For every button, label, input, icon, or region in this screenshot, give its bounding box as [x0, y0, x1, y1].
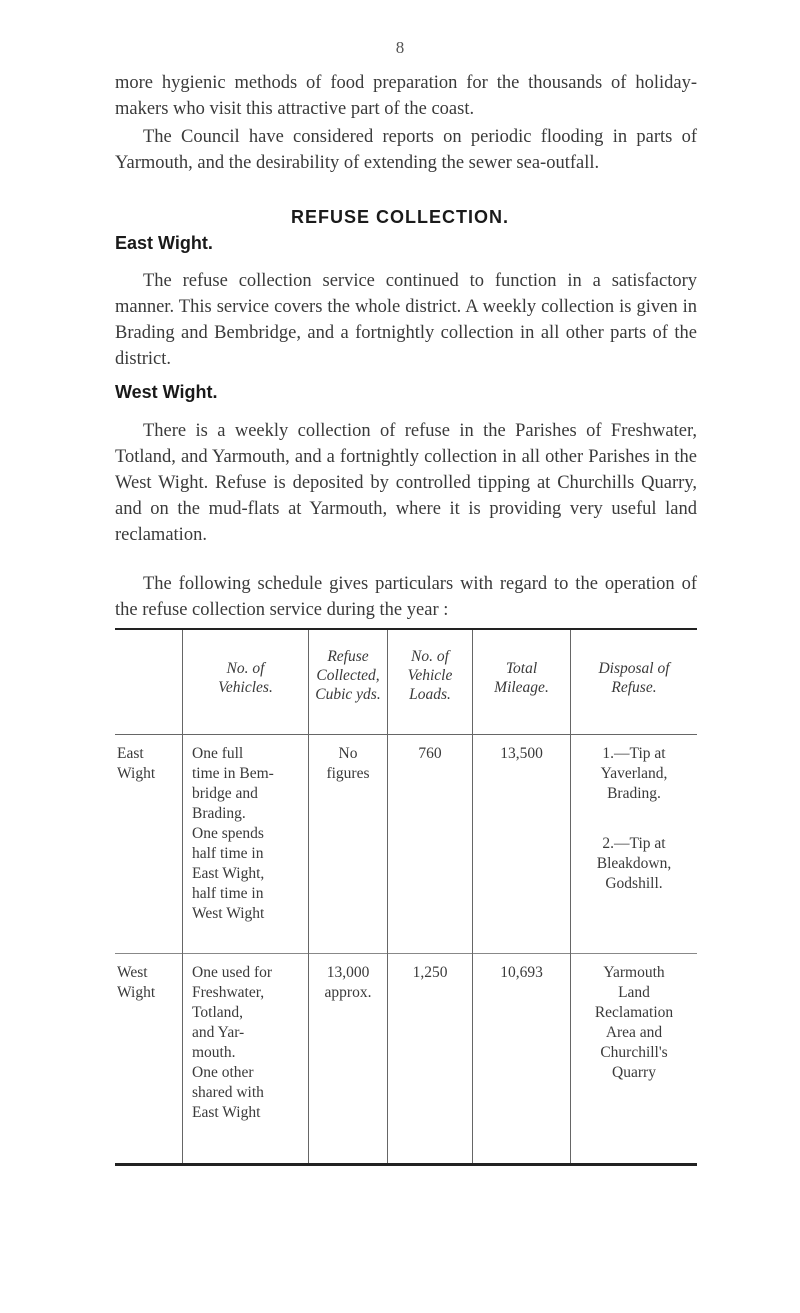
header-vehicles: No. of Vehicles.	[218, 660, 273, 696]
header-disposal: Disposal of Refuse.	[598, 660, 670, 696]
row-area-east-wight: East Wight	[117, 745, 156, 782]
paragraph-schedule-intro: The following schedule gives particulars with regard to the operation of the refuse collection service during the year :	[115, 574, 697, 620]
header-total-mileage: Total Mileage.	[494, 660, 549, 696]
cell-disposal-east-1: 1.—Tip at Yaverland, Brading.	[600, 745, 668, 802]
cell-disposal-east-2: 2.—Tip at Bleakdown, Godshill.	[596, 835, 672, 892]
cell-mileage-east: 13,500	[500, 745, 543, 762]
cell-refuse-east: No figures	[326, 745, 370, 782]
row-divider	[115, 953, 697, 954]
row-area-west-wight: West Wight	[117, 964, 156, 1001]
paragraph-east-wight: The refuse collection service continued to function in a satisfactory manner. This service covers the whole district. A weekly collection is given in Brading and Bembridge, and a fortnightly collection in all other parts of the district.	[115, 271, 697, 369]
header-vehicle-loads: No. of Vehicle Loads.	[407, 648, 453, 703]
header-divider	[115, 734, 697, 735]
cell-loads-east: 760	[418, 745, 442, 762]
refuse-collection-heading: REFUSE COLLECTION.	[290, 207, 509, 227]
column-divider	[182, 630, 183, 1163]
cell-vehicles-east: One full time in Bem- bridge and Brading. One spends half time in East Wight, half time in West Wight	[192, 745, 274, 922]
cell-loads-west: 1,250	[412, 964, 448, 981]
east-wight-heading: East Wight.	[115, 233, 213, 253]
table-bottom-rule	[115, 1163, 697, 1166]
cell-refuse-west: 13,000 approx.	[324, 964, 372, 1001]
column-divider	[387, 630, 388, 1163]
table-top-rule	[115, 628, 697, 630]
west-wight-heading: West Wight.	[115, 382, 218, 402]
cell-mileage-west: 10,693	[500, 964, 543, 981]
paragraph-flooding: The Council have considered reports on periodic flooding in parts of Yarmouth, and the desirability of extending the sewer sea-outfall.	[115, 127, 697, 173]
column-divider	[570, 630, 571, 1163]
page-number: 8	[395, 38, 405, 57]
paragraph-west-wight: There is a weekly collection of refuse in the Parishes of Freshwater, Totland, and Yarmouth, and a fortnightly collection in all other Parishes in the West Wight. Refuse is deposited by controlled tipping at Churchills Quarry, and on the mud-flats at Yarmouth, where it is providing very useful land reclamation.	[115, 421, 697, 545]
cell-disposal-west: Yarmouth Land Reclamation Area and Churchill's Quarry	[594, 964, 674, 1081]
column-divider	[308, 630, 309, 1163]
paragraph-food-preparation: more hygienic methods of food preparation for the thousands of holiday-makers who visit this attractive part of the coast.	[115, 73, 697, 119]
cell-vehicles-west: One used for Freshwater, Totland, and Yar- mouth. One other shared with East Wight	[192, 964, 273, 1121]
header-refuse-collected: Refuse Collected, Cubic yds.	[315, 648, 381, 703]
column-divider	[472, 630, 473, 1163]
